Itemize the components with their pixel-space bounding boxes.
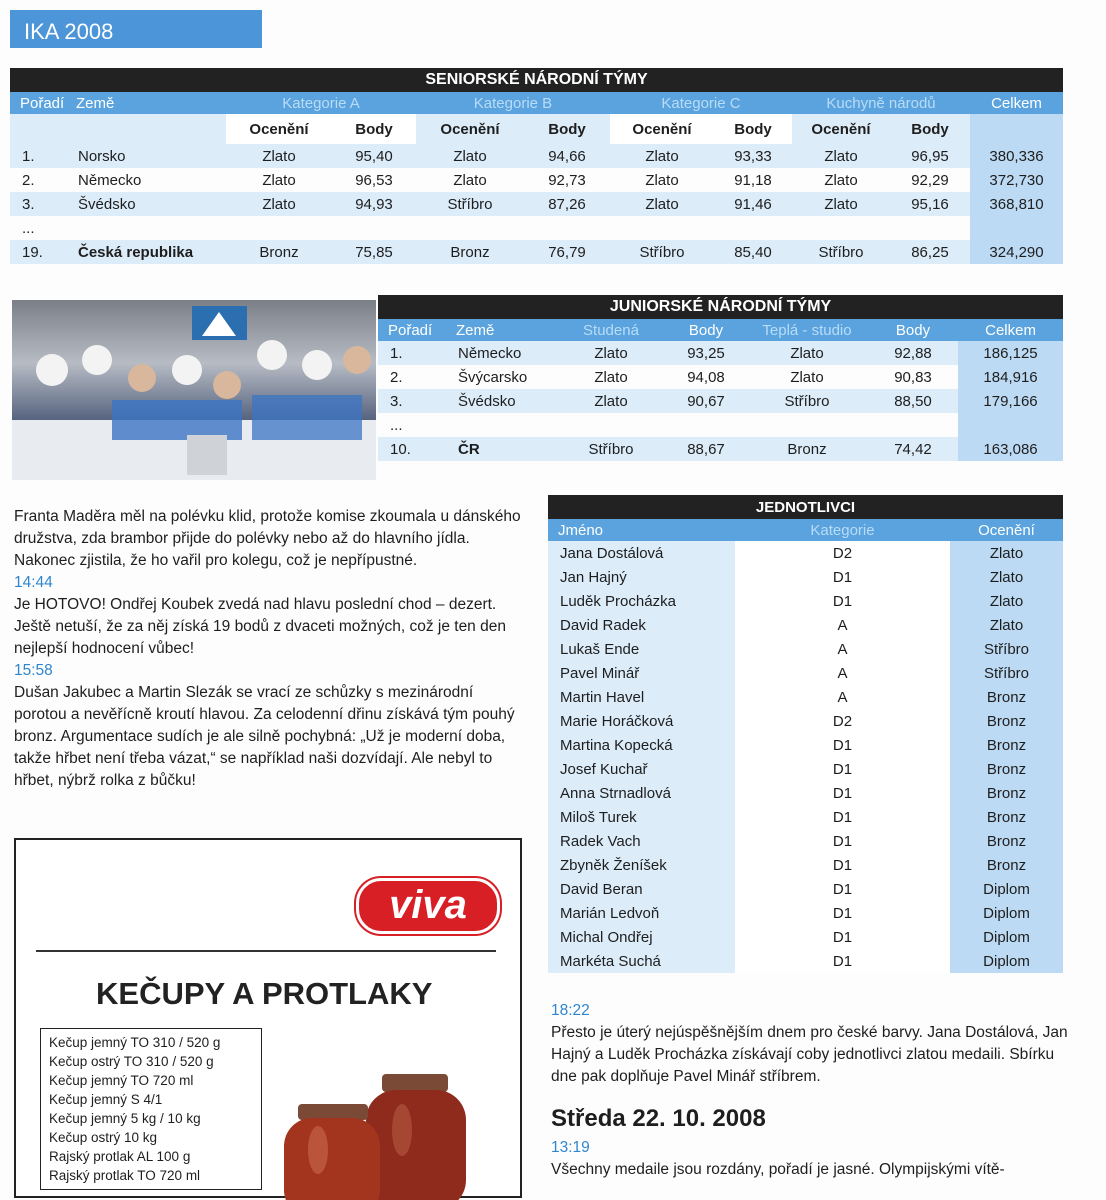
col-name: Jméno	[548, 519, 735, 541]
table-row	[548, 733, 1063, 757]
cell-med: Stříbro	[950, 661, 1063, 685]
advertisement	[14, 838, 522, 1198]
senior-title: SENIORSKÉ NÁRODNÍ TÝMY	[10, 68, 1063, 92]
cell-med: Bronz	[950, 829, 1063, 853]
table-row: 19. Česká republika Bronz 75,85 Bronz 76,79 Stříbro 85,40 Stříbro 86,25 324,290	[10, 240, 1063, 264]
cell-cat: A	[735, 661, 950, 685]
table-row	[548, 541, 1063, 565]
cell-med: Diplom	[950, 877, 1063, 901]
cell-name: Jana Dostálová	[548, 541, 735, 565]
col-country: Země	[446, 319, 556, 341]
cell-name: Marie Horáčková	[548, 709, 735, 733]
paragraph: Je HOTOVO! Ondřej Koubek zvedá nad hlavu poslední chod – dezert. Ještě netuší, že za něj získá 19 bodů z dvaceti možných, což je ten den nejlepší hodnocení vůbec!	[14, 596, 506, 657]
table-row	[548, 853, 1063, 877]
cell-cat: D1	[735, 805, 950, 829]
table-row: 1. Německo Zlato 93,25 Zlato 92,88 186,125	[378, 341, 1063, 365]
day-heading: Středa 22. 10. 2008	[551, 1105, 766, 1132]
left-text-column	[14, 506, 524, 792]
table-row	[548, 589, 1063, 613]
cell-cat: A	[735, 613, 950, 637]
col-total: Celkem	[970, 92, 1063, 114]
col-hot: Teplá - studio	[746, 319, 868, 341]
cell-name: Luděk Procházka	[548, 589, 735, 613]
table-row	[548, 805, 1063, 829]
table-row	[548, 829, 1063, 853]
team-photo	[12, 300, 376, 480]
list-item: Kečup jemný TO 720 ml	[49, 1073, 194, 1088]
table-row	[548, 949, 1063, 973]
col-country: Země	[66, 92, 226, 114]
cell-cat: D2	[735, 709, 950, 733]
cell-name: Josef Kuchař	[548, 757, 735, 781]
col-rank: Pořadí	[378, 319, 446, 341]
col-cat-b: Kategorie B	[416, 92, 610, 114]
sub-points: Body	[524, 114, 610, 144]
cell-med: Bronz	[950, 757, 1063, 781]
cell-cat: D1	[735, 829, 950, 853]
cell-name: Lukaš Ende	[548, 637, 735, 661]
col-cat-c: Kategorie C	[610, 92, 792, 114]
cell-name: Martin Havel	[548, 685, 735, 709]
list-item: Rajský protlak AL 100 g	[49, 1149, 191, 1164]
cell-cat: D1	[735, 901, 950, 925]
col-cat-d: Kuchyně národů	[792, 92, 970, 114]
cell-med: Zlato	[950, 541, 1063, 565]
table-row	[548, 781, 1063, 805]
col-cold: Studená	[556, 319, 666, 341]
list-item: Rajský protlak TO 720 ml	[49, 1168, 201, 1183]
paragraph: Franta Maděra měl na polévku klid, protože komise zkoumala u dánského družstva, zda brambor přijde do polévky nebo až do hlavního jídla. Nakonec zjistila, že ho vařil pro kolegu, což je nepřípustné.	[14, 508, 521, 569]
list-item: Kečup jemný 5 kg / 10 kg	[49, 1111, 201, 1126]
section-tag: IKA 2008	[10, 10, 262, 48]
cell-cat: A	[735, 637, 950, 661]
product-list	[40, 1028, 262, 1190]
table-row	[548, 637, 1063, 661]
table-row	[548, 685, 1063, 709]
cell-cat: D1	[735, 733, 950, 757]
individuals-table	[548, 495, 1063, 973]
cell-name: Michal Ondřej	[548, 925, 735, 949]
cell-cat: D1	[735, 853, 950, 877]
col-rank: Pořadí	[10, 92, 66, 114]
right-text-column	[551, 1000, 1071, 1088]
table-row	[548, 565, 1063, 589]
cell-med: Zlato	[950, 589, 1063, 613]
cell-med: Zlato	[950, 613, 1063, 637]
cell-med: Diplom	[950, 949, 1063, 973]
col-total: Celkem	[958, 319, 1063, 341]
cell-cat: D1	[735, 781, 950, 805]
cell-med: Bronz	[950, 733, 1063, 757]
senior-table	[10, 68, 1063, 264]
table-row: 2. Německo Zlato 96,53 Zlato 92,73 Zlato 91,18 Zlato 92,29 372,730	[10, 168, 1063, 192]
table-row: ...	[378, 413, 1063, 437]
table-row	[548, 709, 1063, 733]
timestamp: 14:44	[14, 574, 53, 591]
cell-cat: D1	[735, 949, 950, 973]
paragraph: Všechny medaile jsou rozdány, pořadí je jasné. Olympijskými vítě-	[551, 1161, 1005, 1178]
cell-cat: D1	[735, 925, 950, 949]
cell-name: Martina Kopecká	[548, 733, 735, 757]
junior-title: JUNIORSKÉ NÁRODNÍ TÝMY	[378, 295, 1063, 319]
cell-med: Diplom	[950, 901, 1063, 925]
cell-name: Radek Vach	[548, 829, 735, 853]
junior-table	[378, 295, 1063, 461]
cell-med: Bronz	[950, 709, 1063, 733]
table-row: 3. Švédsko Zlato 94,93 Stříbro 87,26 Zlato 91,46 Zlato 95,16 368,810	[10, 192, 1063, 216]
cell-name: Markéta Suchá	[548, 949, 735, 973]
cell-name: David Radek	[548, 613, 735, 637]
cell-name: Marián Ledvoň	[548, 901, 735, 925]
sub-points: Body	[890, 114, 970, 144]
cell-med: Stříbro	[950, 637, 1063, 661]
cell-cat: D1	[735, 757, 950, 781]
timestamp: 13:19	[551, 1139, 590, 1156]
table-row: 2. Švýcarsko Zlato 94,08 Zlato 90,83 184,916	[378, 365, 1063, 389]
cell-med: Zlato	[950, 565, 1063, 589]
cell-name: Jan Hajný	[548, 565, 735, 589]
cell-med: Bronz	[950, 685, 1063, 709]
table-row: ...	[10, 216, 1063, 240]
cell-name: Pavel Minář	[548, 661, 735, 685]
cell-med: Bronz	[950, 781, 1063, 805]
cell-cat: D2	[735, 541, 950, 565]
cell-name: Anna Strnadlová	[548, 781, 735, 805]
cell-cat: D1	[735, 877, 950, 901]
cell-name: David Beran	[548, 877, 735, 901]
sub-award: Ocenění	[610, 114, 714, 144]
cell-name: Zbyněk Ženíšek	[548, 853, 735, 877]
cell-med: Bronz	[950, 805, 1063, 829]
list-item: Kečup ostrý TO 310 / 520 g	[49, 1054, 214, 1069]
table-row: 10. ČR Stříbro 88,67 Bronz 74,42 163,086	[378, 437, 1063, 461]
timestamp: 18:22	[551, 1002, 590, 1019]
col-award: Ocenění	[950, 519, 1063, 541]
cell-cat: D1	[735, 589, 950, 613]
cell-cat: A	[735, 685, 950, 709]
cell-med: Bronz	[950, 853, 1063, 877]
sub-award: Ocenění	[792, 114, 890, 144]
table-row: 3. Švédsko Zlato 90,67 Stříbro 88,50 179,166	[378, 389, 1063, 413]
ad-title: KEČUPY A PROTLAKY	[96, 976, 433, 1011]
sub-award: Ocenění	[226, 114, 332, 144]
list-item: Kečup jemný TO 310 / 520 g	[49, 1035, 221, 1050]
jar-illustration	[278, 1070, 498, 1200]
viva-logo: viva	[356, 878, 500, 934]
ad-divider	[36, 950, 496, 952]
table-row	[548, 901, 1063, 925]
col-category: Kategorie	[735, 519, 950, 541]
table-row	[548, 877, 1063, 901]
paragraph: Dušan Jakubec a Martin Slezák se vrací ze schůzky s mezinárodní porotou a nevěřícně kroutí hlavou. Za celodenní dřinu získává tým pouhý bronz. Argumentace sudích je ale silně pochybná: „Už je moderní doba, takže hřbet není třeba vázat,“ se například naši dozvídají. Ale nebyl to hřbet, nýbrž rolka z bůčku!	[14, 684, 515, 789]
col-points: Body	[868, 319, 958, 341]
cell-name: Miloš Turek	[548, 805, 735, 829]
timestamp: 15:58	[14, 662, 53, 679]
sub-points: Body	[332, 114, 416, 144]
list-item: Kečup jemný S 4/1	[49, 1092, 163, 1107]
sub-points: Body	[714, 114, 792, 144]
right-text-column-2	[551, 1137, 1071, 1181]
cell-med: Diplom	[950, 925, 1063, 949]
table-row: 1. Norsko Zlato 95,40 Zlato 94,66 Zlato 93,33 Zlato 96,95 380,336	[10, 144, 1063, 168]
col-points: Body	[666, 319, 746, 341]
paragraph: Přesto je úterý nejúspěšnějším dnem pro české barvy. Jana Dostálová, Jan Hajný a Luděk Procházka získávají coby jednotlivci zlatou medaili. Sbírku dne pak doplňuje Pavel Minář stříbrem.	[551, 1024, 1068, 1085]
sub-award: Ocenění	[416, 114, 524, 144]
table-row	[548, 757, 1063, 781]
table-row	[548, 661, 1063, 685]
individuals-title: JEDNOTLIVCI	[548, 495, 1063, 519]
list-item: Kečup ostrý 10 kg	[49, 1130, 158, 1145]
table-row	[548, 613, 1063, 637]
table-row	[548, 925, 1063, 949]
cell-cat: D1	[735, 565, 950, 589]
col-cat-a: Kategorie A	[226, 92, 416, 114]
